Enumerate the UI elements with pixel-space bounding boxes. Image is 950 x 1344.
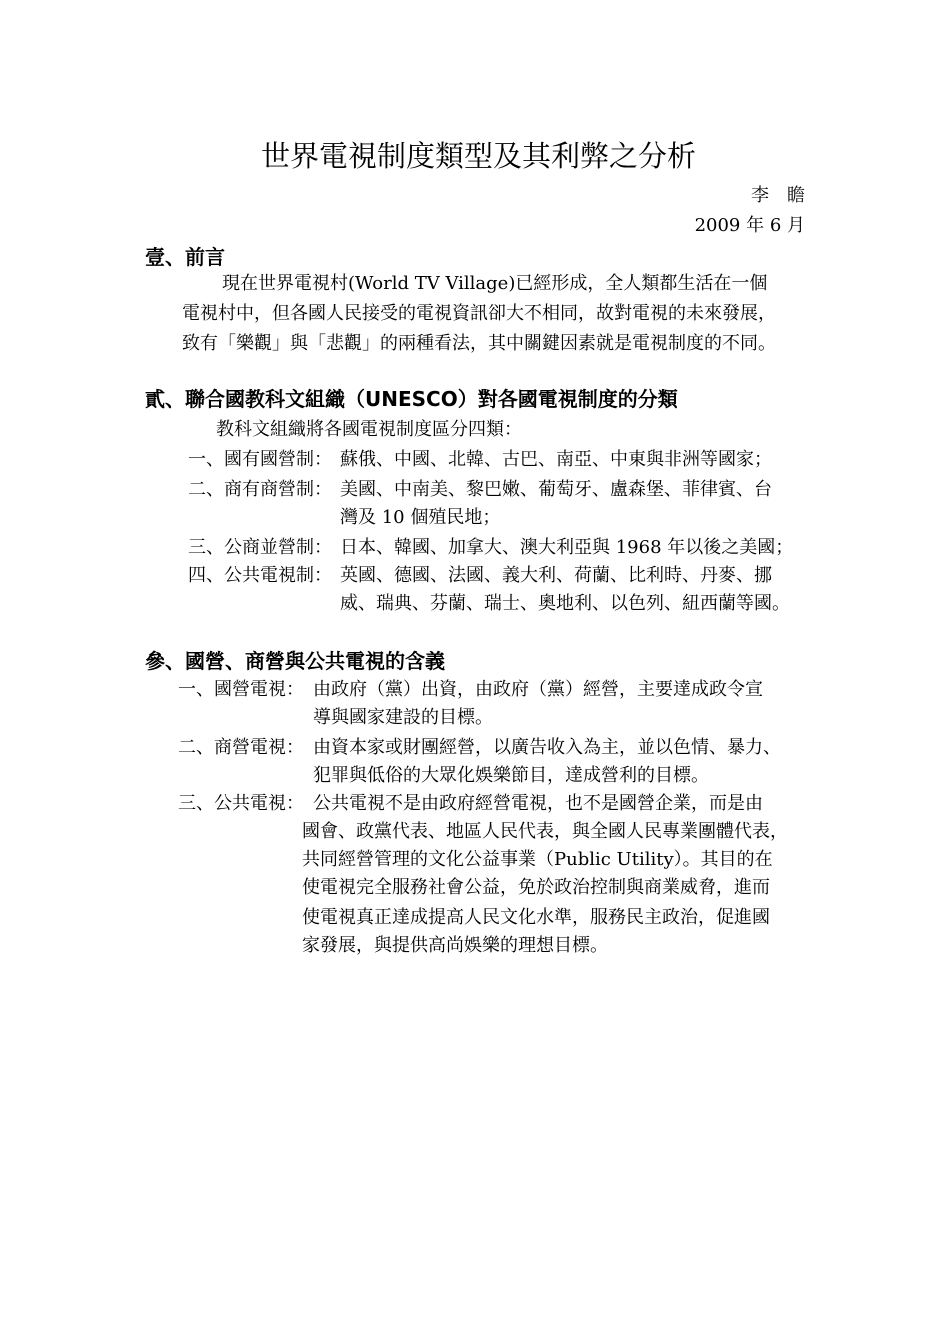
section-heading-intro: 壹、前言	[145, 245, 225, 269]
definition-text: 由政府（黨）出資，由政府（黨）經營，主要達成政令宣	[313, 679, 763, 700]
category-text: 灣及 10 個殖民地；	[340, 507, 501, 528]
definition-text: 公共電視不是由政府經營電視，也不是國營企業，而是由	[313, 793, 763, 814]
definition-text: 使電視真正達成提高人民文化水準，服務民主政治，促進國	[302, 907, 770, 928]
category-label: 一、國有國營制：	[188, 449, 332, 470]
category-text: 威、瑞典、芬蘭、瑞士、奧地利、以色列、紐西蘭等國。	[340, 593, 790, 614]
definition-label: 三、公共電視：	[178, 793, 304, 814]
definition-text: 導與國家建設的目標。	[313, 707, 493, 728]
definition-text: 國會、政黨代表、地區人民代表，與全國人民專業團體代表，	[302, 821, 788, 842]
definition-label: 二、商營電視：	[178, 737, 304, 758]
category-label: 二、商有商營制：	[188, 479, 332, 500]
category-label: 四、公共電視制：	[188, 565, 332, 586]
author: 李 瞻	[751, 185, 805, 206]
definition-text: 家發展，與提供高尚娛樂的理想目標。	[302, 935, 608, 956]
definition-label: 一、國營電視：	[178, 679, 304, 700]
section-heading-unesco: 貳、聯合國教科文組織（UNESCO）對各國電視制度的分類	[145, 387, 678, 411]
category-text: 蘇俄、中國、北韓、古巴、南亞、中東與非洲等國家；	[340, 449, 772, 470]
section-intro: 教科文組織將各國電視制度區分四類：	[216, 419, 522, 440]
category-text: 英國、德國、法國、義大利、荷蘭、比利時、丹麥、挪	[340, 565, 772, 586]
paragraph-line: 現在世界電視村(World TV Village)已經形成，全人類都生活在一個	[222, 273, 768, 294]
definition-text: 使電視完全服務社會公益，免於政治控制與商業威脅，進而	[302, 877, 770, 898]
category-text: 美國、中南美、黎巴嫩、葡萄牙、盧森堡、菲律賓、台	[340, 479, 772, 500]
definition-text: 由資本家或財團經營，以廣告收入為主，並以色情、暴力、	[313, 737, 781, 758]
document-title: 世界電視制度類型及其利弊之分析	[261, 139, 697, 173]
date: 2009 年 6 月	[694, 215, 805, 236]
section-heading-meaning: 參、國營、商營與公共電視的含義	[145, 649, 445, 673]
category-label: 三、公商並營制：	[188, 537, 332, 558]
category-text: 日本、韓國、加拿大、澳大利亞與 1968 年以後之美國；	[340, 537, 794, 558]
paragraph-line: 致有「樂觀」與「悲觀」的兩種看法，其中關鍵因素就是電視制度的不同。	[182, 333, 776, 354]
definition-text: 共同經營管理的文化公益事業（Public Utility）。其目的在	[302, 849, 773, 870]
definition-text: 犯罪與低俗的大眾化娛樂節目，達成營利的目標。	[313, 765, 709, 786]
paragraph-line: 電視村中，但各國人民接受的電視資訊卻大不相同，故對電視的未來發展，	[182, 303, 776, 324]
